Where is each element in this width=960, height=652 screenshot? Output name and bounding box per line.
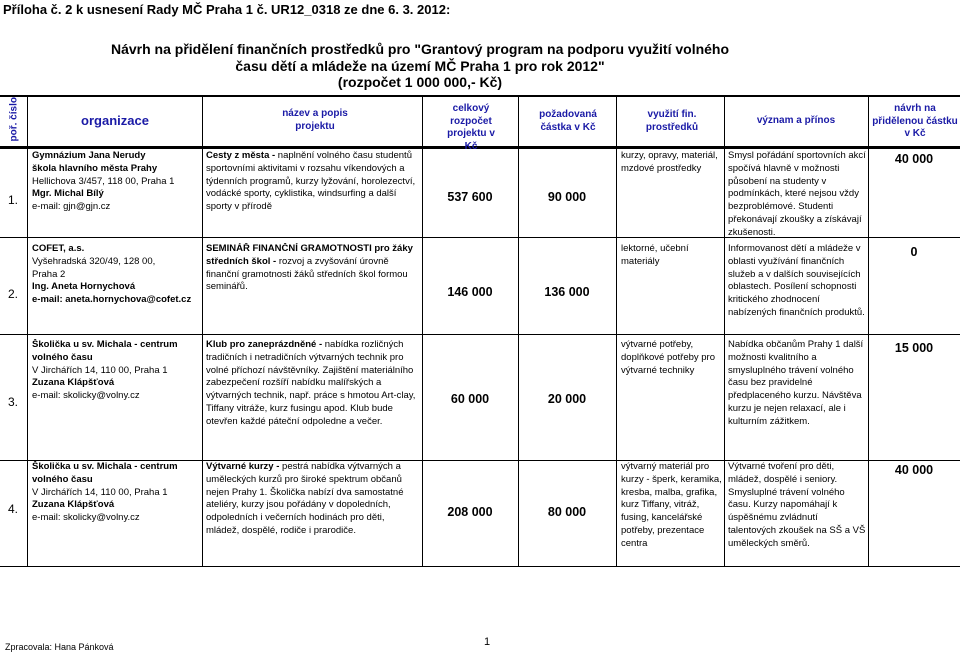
row-2-budget: 146 000 bbox=[447, 285, 493, 299]
row-3-usage: výtvarné potřeby, doplňkové potřeby pro výtvarné techniky bbox=[621, 339, 716, 376]
row-4-number: 4. bbox=[8, 503, 19, 516]
page-number: 1 bbox=[484, 636, 491, 648]
document-title-line-1: Návrh na přidělení finančních prostředků pro "Grantový program na podporu využití volného bbox=[110, 41, 730, 57]
row-1-number: 1. bbox=[8, 194, 19, 207]
row-4-budget: 208 000 bbox=[447, 505, 493, 519]
document-title-line-3: (rozpočet 1 000 000,- Kč) bbox=[337, 74, 503, 90]
row-2-organization: COFET, a.s. Vyšehradská 320/49, 128 00, Praha 2 Ing. Aneta Hornychová e-mail: aneta.hornychova@cofet.cz bbox=[32, 243, 192, 306]
document-header: Příloha č. 2 k usnesení Rady MČ Praha 1 č. UR12_0318 ze dne 6. 3. 2012: bbox=[3, 2, 451, 17]
col-header-usage: využití fin. prostředků bbox=[645, 109, 699, 133]
row-3-requested: 20 000 bbox=[547, 392, 587, 406]
row-4-project: Výtvarné kurzy - pestrá nabídka výtvarných a uměleckých kurzů pro široké spektrum občanů nejen Prahy 1. Školička nabízí dva samostatné ateliéry, kurzy jsou pořádány v dopoledních, odpoledních i večerních hodinách pro děti, mládež, dospělé, rodiče i prarodiče. bbox=[206, 461, 404, 536]
row-4-meaning: Výtvarné tvoření pro děti, mládež, dospělé i seniory. Smysluplné trávení volného času. Kurzy napomáhají k úspěšnému zvládnutí talentových zkoušek na SŠ a VŠ uměleckých směrů. bbox=[728, 461, 866, 549]
row-3-budget: 60 000 bbox=[450, 392, 490, 406]
row-2-meaning: Informovanost dětí a mládeže v oblasti využívání finančních služeb a v dalších souvisejících oblastech. Posílení schopnosti kritického zhodnocení nabízených finančních produktů. bbox=[728, 243, 865, 318]
col-header-org: organizace bbox=[81, 113, 149, 128]
row-3-project: Klub pro zaneprázdněné - nabídka rozličných tradičních i netradičních výtvarných technik pro volné příchozí návštěvníky. Zajištění materiálního zabezpečení rozšíří nabídku malířských a výtvarných technik, např. práce s hmotou Art-clay, Tiffany vitráže, kurz fusingu apod. Klub bude otevřen každé páteční odpoledne a večer. bbox=[206, 339, 416, 427]
col-header-meaning: význam a přínos bbox=[756, 115, 836, 126]
row-4-proposal: 40 000 bbox=[894, 463, 934, 477]
footer-author: Zpracovala: Hana Pánková bbox=[5, 642, 114, 652]
col-header-proposal: návrh na přidělenou částku v Kč bbox=[872, 103, 958, 139]
row-1-budget: 537 600 bbox=[447, 190, 493, 204]
col-header-name: název a popis projektu bbox=[282, 108, 348, 132]
row-1-requested: 90 000 bbox=[547, 190, 587, 204]
row-1-project: Cesty z města - naplnění volného času studentů sportovními aktivitami v rozsahu víkendových a týdenních programů, kurzy lyžování, horolezectví, vodácké sporty, cyklistika, windsurfing a další sporty v přírodě bbox=[206, 150, 416, 213]
row-3-number: 3. bbox=[8, 396, 19, 409]
row-1-proposal: 40 000 bbox=[894, 152, 934, 166]
document-title-line-2: času dětí a mládeže na území MČ Praha 1 pro rok 2012" bbox=[235, 58, 605, 74]
row-3-organization: Školička u sv. Michala - centrum volného času V Jirchářích 14, 110 00, Praha 1 Zuzana Klápšťová e-mail: skolicky@volny.cz bbox=[32, 339, 178, 402]
row-2-proposal: 0 bbox=[910, 245, 918, 259]
row-1-meaning: Smysl pořádání sportovních akcí spočívá hlavně v možnosti působení na studenty v podmínkách, které nejsou vždy bezproblémové. Studenti překonávají zkoušky a získávají zkušenosti. bbox=[728, 150, 866, 238]
row-1-organization: Gymnázium Jana Nerudy škola hlavního města Prahy Hellichova 3/457, 118 00, Praha 1 Mgr. Michal Bílý e-mail: gjn@gjn.cz bbox=[32, 150, 175, 213]
row-3-proposal: 15 000 bbox=[894, 341, 934, 355]
col-header-budget: celkový rozpočet projektu v Kč bbox=[447, 103, 495, 152]
row-1-usage: kurzy, opravy, materiál, mzdové prostředky bbox=[621, 150, 718, 174]
col-header-requested: požadovaná částka v Kč bbox=[539, 109, 597, 133]
row-3-meaning: Nabídka občanům Prahy 1 další možnosti kvalitního a smysluplného trávení volného času bez pravidelné předplaceného kurzu. Návštěva kurzu je nejen relaxací, ale i kulturním zážitkem. bbox=[728, 339, 864, 427]
row-2-usage: lektorné, učební materiály bbox=[621, 243, 689, 267]
row-2-requested: 136 000 bbox=[544, 285, 590, 299]
row-4-usage: výtvarný materiál pro kurzy - šperk, keramika, kresba, malba, grafika, kurz Tiffany, vitráž, fusing, kancelářské potřeby, prezentace centra bbox=[621, 461, 722, 549]
row-4-organization: Školička u sv. Michala - centrum volného času V Jirchářích 14, 110 00, Praha 1 Zuzana Klápšťová e-mail: skolicky@volny.cz bbox=[32, 461, 178, 524]
col-header-por: poř. číslo bbox=[8, 97, 20, 142]
row-2-number: 2. bbox=[8, 288, 19, 301]
row-2-project: SEMINÁŘ FINANČNÍ GRAMOTNOSTI pro žáky středních škol - rozvoj a zvyšování úrovně finanční gramotnosti žáků středních škol formou seminářů. bbox=[206, 243, 413, 293]
row-4-requested: 80 000 bbox=[547, 505, 587, 519]
